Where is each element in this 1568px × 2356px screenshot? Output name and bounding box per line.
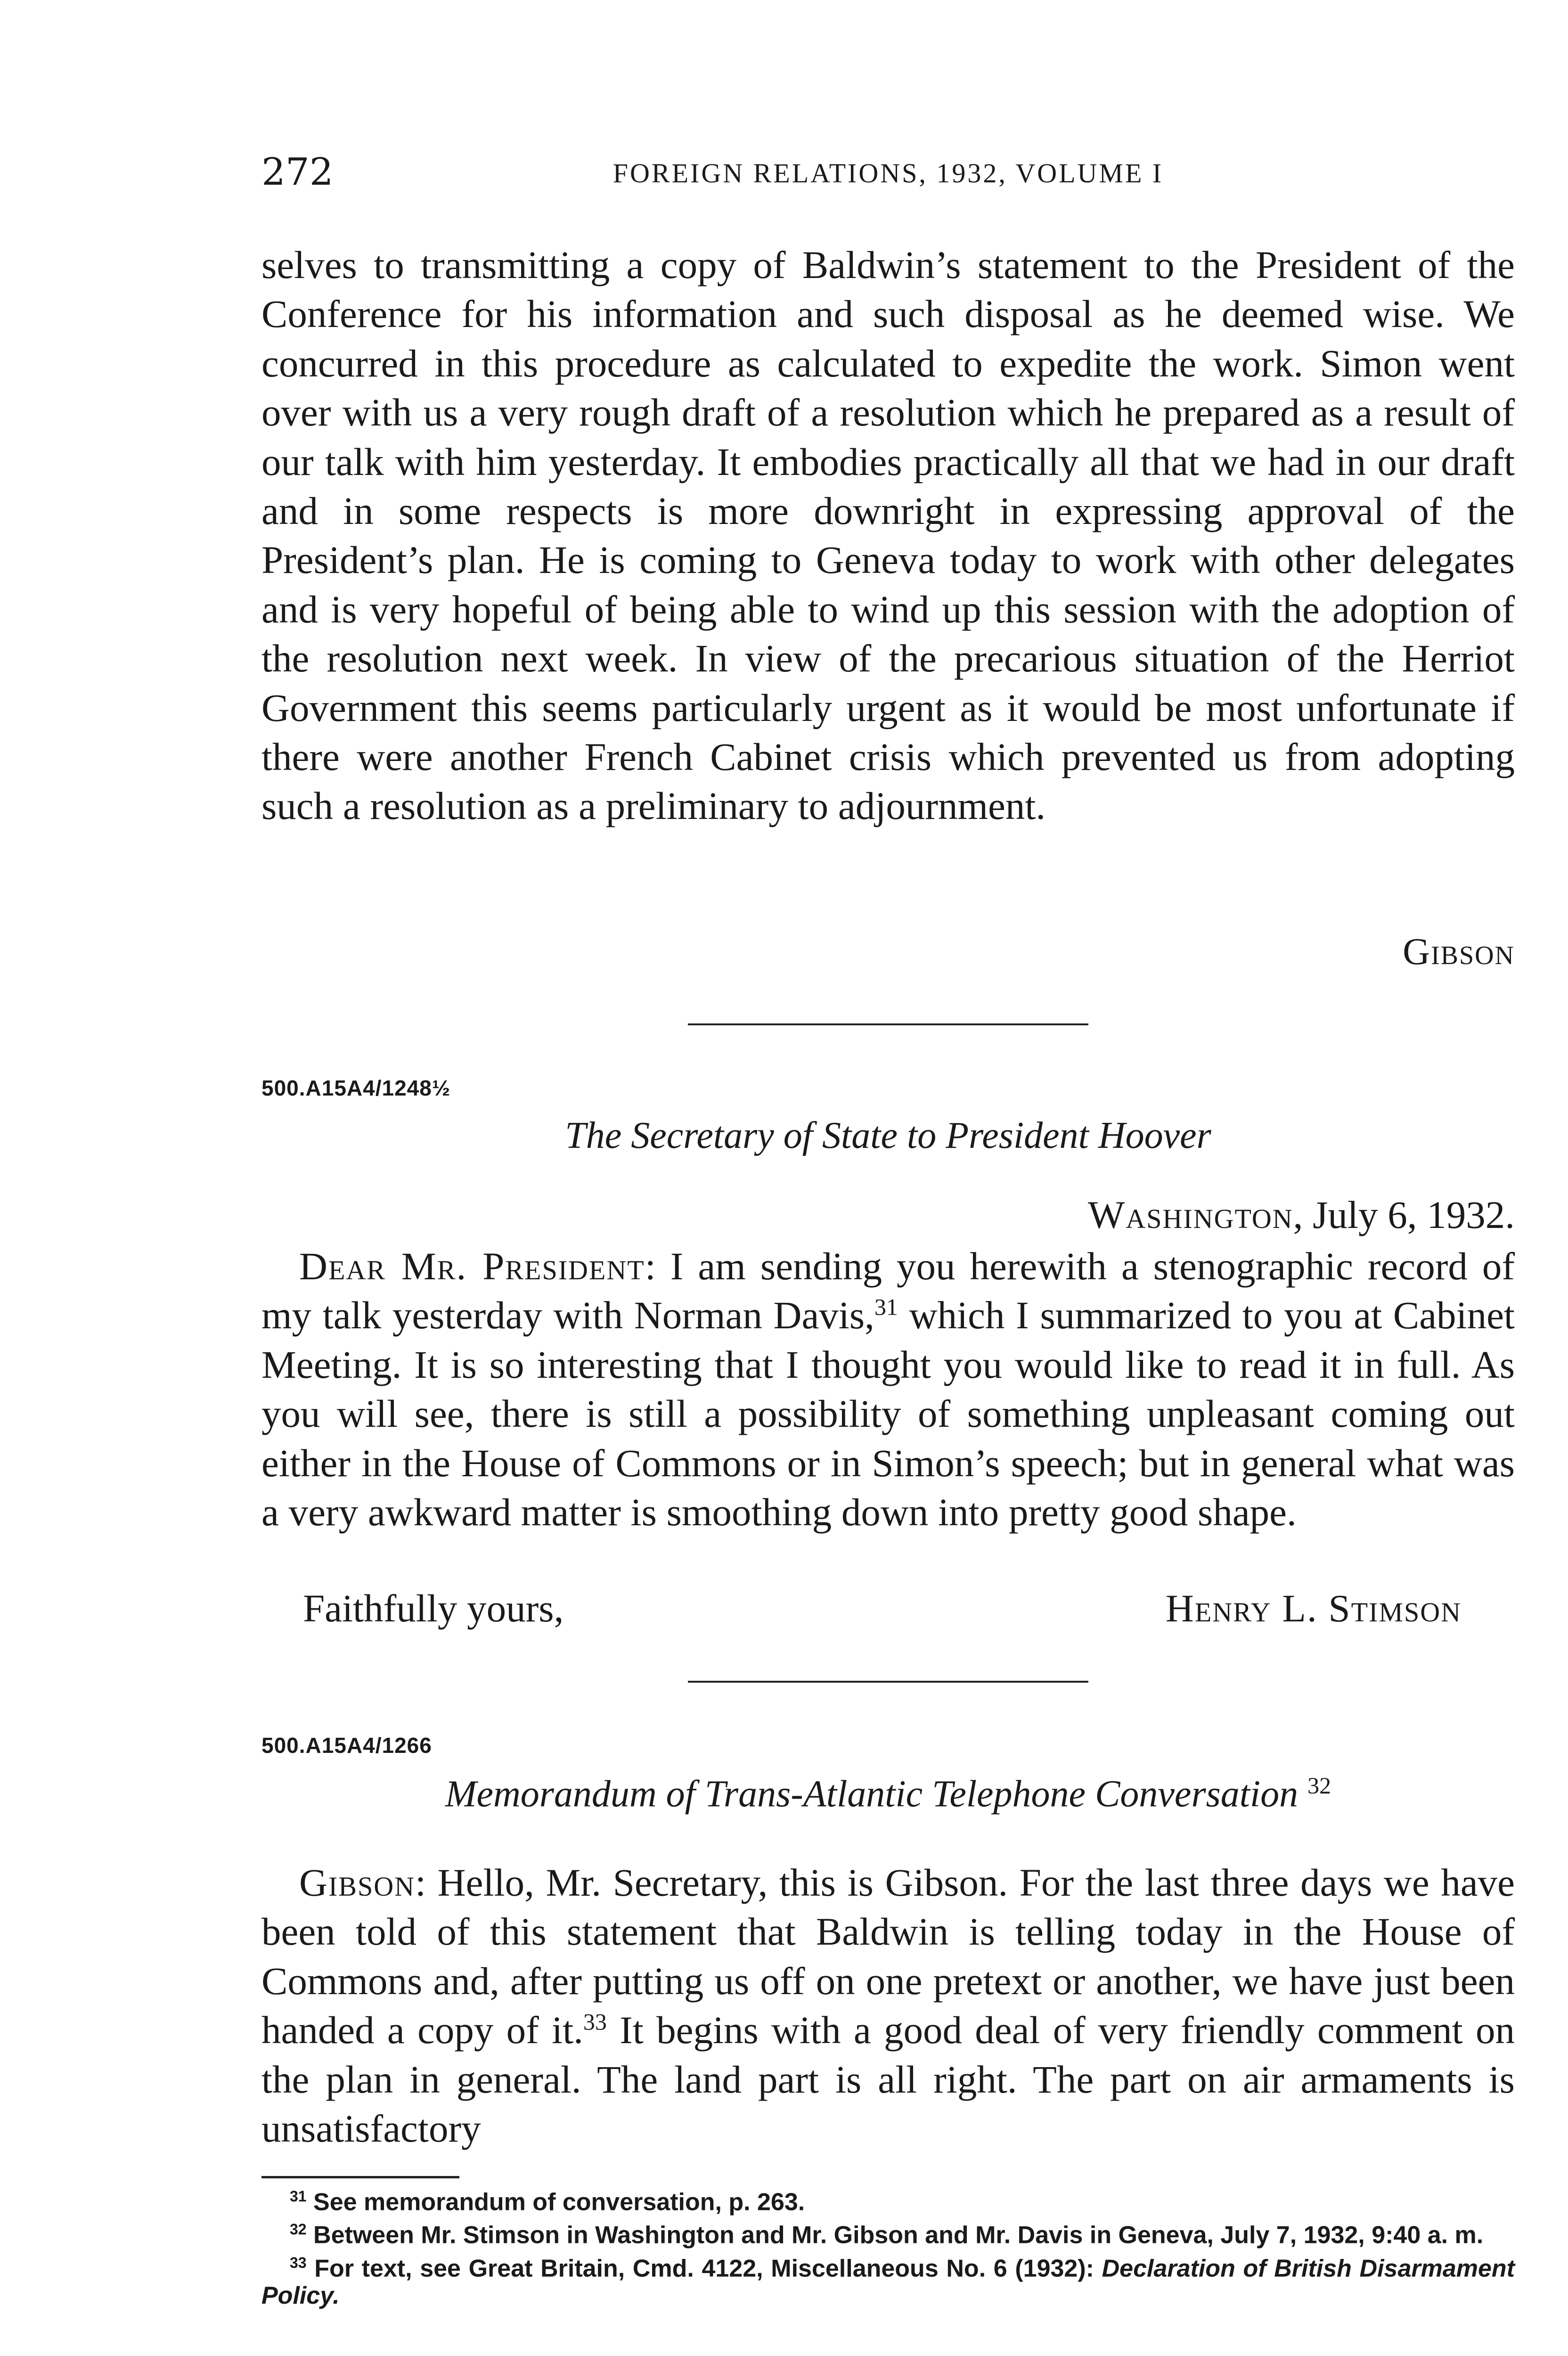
- footnote-ref: 33: [583, 2008, 607, 2035]
- footnote-rule: [261, 2176, 459, 2178]
- footnotes: [261, 2183, 1515, 2309]
- memo-text-part2: It begins with a good deal of very friendly comment on the plan in general. The land part is all right. The part on air armaments is unsatisfactory: [261, 2008, 1515, 2151]
- memo-text-part1: Hello, Mr. Secretary, this is Gibson. For the last three days we have been told of this statement that Baldwin is telling today in the House of Commons and, after putting us off on one pretext or another, we have just been handed a copy of it.: [261, 1861, 1515, 2052]
- letter-text-part1: I am sending you herewith a stenographic record of my talk yesterday with Norman Davis,: [261, 1244, 1515, 1337]
- section-divider: [688, 1681, 1088, 1683]
- speaker-colon: :: [415, 1861, 426, 1904]
- footnote-mark: 32: [290, 2221, 307, 2238]
- footnote-text: See memorandum of conversation, p. 263.: [306, 2188, 805, 2216]
- footnote-32: [261, 2216, 1515, 2249]
- letter-body: [261, 1242, 1515, 1537]
- speaker-name: Gibson: [299, 1861, 415, 1904]
- dateline: [1088, 1192, 1515, 1237]
- dateline-place: Washington: [1088, 1193, 1293, 1236]
- document-heading: The Secretary of State to President Hoover: [565, 1115, 1211, 1156]
- document-heading: [261, 1772, 1515, 1816]
- heading-text: Memorandum of Trans-Atlantic Telephone Conversation: [445, 1773, 1298, 1815]
- footnote-ref: 31: [874, 1293, 898, 1320]
- signature-gibson: Gibson: [1403, 931, 1515, 973]
- footnote-text: Between Mr. Stimson in Washington and Mr. Gibson and Mr. Davis in Geneva, July 7, 1932, 9:40 a. m.: [306, 2221, 1484, 2249]
- salutation: Dear Mr. President: [299, 1244, 645, 1288]
- footnote-text: For text, see Great Britain, Cmd. 4122, Miscellaneous No. 6 (1932):: [306, 2254, 1102, 2282]
- complimentary-close: Faithfully yours,: [303, 1587, 564, 1630]
- salutation-colon: :: [645, 1244, 656, 1288]
- file-number: 500.A15A4/1266: [261, 1733, 432, 1758]
- file-number: 500.A15A4/1248½: [261, 1076, 451, 1100]
- footnote-33: [261, 2249, 1515, 2309]
- footnote-ref: 32: [1307, 1772, 1331, 1799]
- page-number: 272: [261, 150, 334, 194]
- section-divider: [688, 1023, 1088, 1025]
- footnote-mark: 31: [290, 2188, 307, 2205]
- footnote-mark: 33: [290, 2254, 307, 2271]
- running-head: [261, 150, 1515, 197]
- footnote-title: Declaration of British Disarmament Policy.: [261, 2254, 1515, 2309]
- letter-text-part2: which I summarized to you at Cabinet Meeting. It is so interesting that I thought you would like to read it in full. As you will see, there is still a possibility of something unpleasant coming out either in the House of Commons or in Simon’s speech; but in general what was a very awkward matter is smoothing down into pretty good shape.: [261, 1293, 1515, 1534]
- continuation-paragraph: selves to transmitting a copy of Baldwin’s statement to the President of the Conference for his information and such disposal as he deemed wise. We concurred in this procedure as calculated to expedite the work. Simon went over with us a very rough draft of a resolution which he prepared as a result of our talk with him yesterday. It embodies practically all that we had in our draft and in some respects is more downright in expressing approval of the President’s plan. He is coming to Geneva today to work with other delegates and is very hopeful of being able to wind up this session with the adoption of the resolution next week. In view of the precarious situation of the Herriot Government this seems particularly urgent as it would be most unfortunate if there were another French Cabinet crisis which prevented us from adopting such a resolution as a preliminary to adjournment.: [261, 243, 1515, 828]
- signer-name: Henry L. Stimson: [1165, 1587, 1462, 1630]
- dateline-date: , July 6, 1932.: [1293, 1193, 1515, 1236]
- running-title: FOREIGN RELATIONS, 1932, VOLUME I: [612, 158, 1164, 188]
- footnote-31: [261, 2183, 1515, 2216]
- memorandum-body: [261, 1858, 1515, 2153]
